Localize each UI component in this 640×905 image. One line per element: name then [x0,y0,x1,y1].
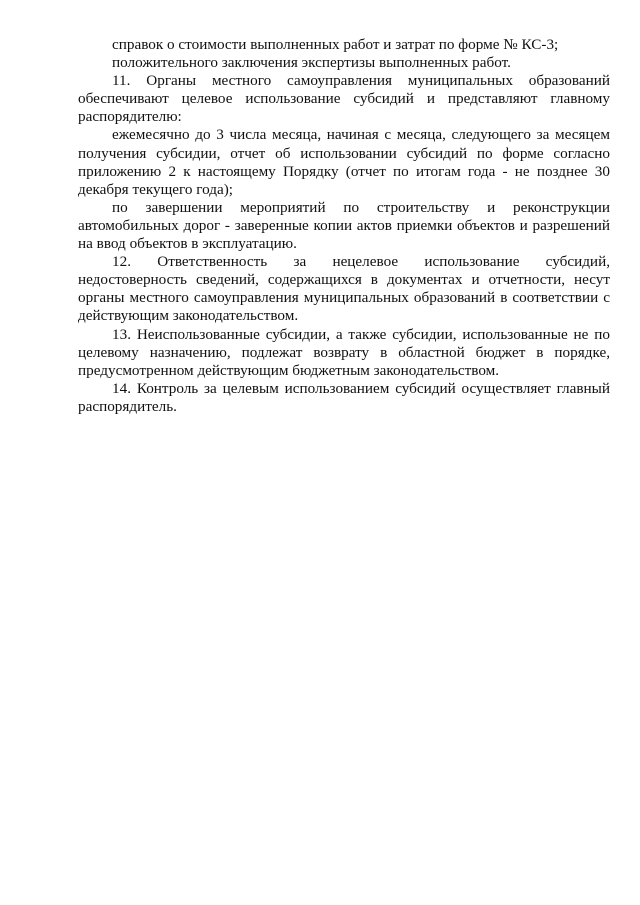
clause-14: 14. Контроль за целевым использованием субсидий осуществляет главный распорядитель. [78,379,610,415]
clause-11-monthly-report: ежемесячно до 3 числа месяца, начиная с месяца, следующего за месяцем получения субсидии, отчет об использовании субсидий по форме согласно приложению 2 к настоящему Порядку (отчет по итогам года - не позднее 30 декабря текущего года); [78,126,610,198]
clause-12: 12. Ответственность за нецелевое использование субсидий, недостоверность сведений, содержащихся в документах и отчетности, несут органы местного самоуправления муниципальных образований в соответствии с действующим законодательством. [78,253,610,325]
document-page [78,36,610,416]
list-item-form-ks3: справок о стоимости выполненных работ и затрат по форме № КС-3; [112,36,559,53]
list-item-expertise-conclusion: положительного заключения экспертизы выполненных работ. [112,54,511,72]
clause-11-completion-documents: по завершении мероприятий по строительству и реконструкции автомобильных дорог - заверенные копии актов приемки объектов и разрешений на ввод объектов в эксплуатацию. [78,198,610,253]
clause-11: 11. Органы местного самоуправления муниципальных образований обеспечивают целевое использование субсидий и представляют главному распорядителю: [78,72,610,126]
clause-13: 13. Неиспользованные субсидии, а также субсидии, использованные не по целевому назначению, подлежат возврату в областной бюджет в порядке, предусмотренном действующим бюджетным законодательством. [78,325,610,379]
